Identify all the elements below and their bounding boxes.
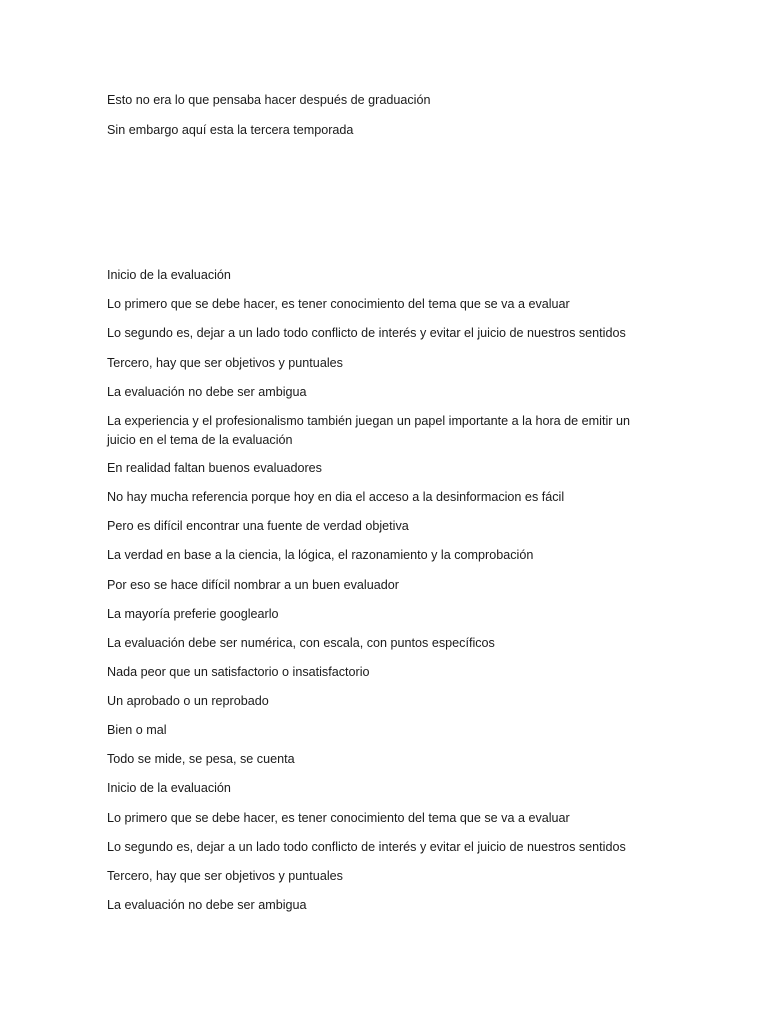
body-paragraph-22: La evaluación no debe ser ambigua [107,898,307,912]
body-paragraph-13: La evaluación debe ser numérica, con escala, con puntos específicos [107,636,495,650]
body-paragraph-5: La evaluación no debe ser ambigua [107,385,307,399]
body-paragraph-18: Inicio de la evaluación [107,781,231,795]
body-paragraph-16: Bien o mal [107,723,167,737]
body-paragraph-19: Lo primero que se debe hacer, es tener conocimiento del tema que se va a evaluar [107,811,570,825]
body-paragraph-10: La verdad en base a la ciencia, la lógica, el razonamiento y la comprobación [107,548,534,562]
intro-line-2: Sin embargo aquí esta la tercera temporada [107,123,354,137]
body-paragraph-2: Lo primero que se debe hacer, es tener conocimiento del tema que se va a evaluar [107,297,570,311]
body-paragraph-21: Tercero, hay que ser objetivos y puntuales [107,869,343,883]
body-paragraph-8: No hay mucha referencia porque hoy en dia el acceso a la desinformacion es fácil [107,490,565,504]
body-paragraph-1: Inicio de la evaluación [107,268,231,282]
intro-line-1: Esto no era lo que pensaba hacer después de graduación [107,93,431,107]
body-paragraph-17: Todo se mide, se pesa, se cuenta [107,752,295,766]
body-paragraph-3: Lo segundo es, dejar a un lado todo conflicto de interés y evitar el juicio de nuestros sentidos [107,326,626,340]
body-paragraph-11: Por eso se hace difícil nombrar a un buen evaluador [107,578,399,592]
body-paragraph-15: Un aprobado o un reprobado [107,694,269,708]
body-paragraph-4: Tercero, hay que ser objetivos y puntuales [107,356,343,370]
body-paragraph-6: La experiencia y el profesionalismo también juegan un papel importante a la hora de emitir un juicio en el tema de la evaluación [107,414,630,447]
body-paragraph-9: Pero es difícil encontrar una fuente de verdad objetiva [107,519,409,533]
body-paragraph-12: La mayoría preferie googlearlo [107,607,279,621]
body-paragraph-20: Lo segundo es, dejar a un lado todo conflicto de interés y evitar el juicio de nuestros sentidos [107,840,626,854]
body-paragraph-7: En realidad faltan buenos evaluadores [107,461,322,475]
body-paragraph-14: Nada peor que un satisfactorio o insatisfactorio [107,665,370,679]
